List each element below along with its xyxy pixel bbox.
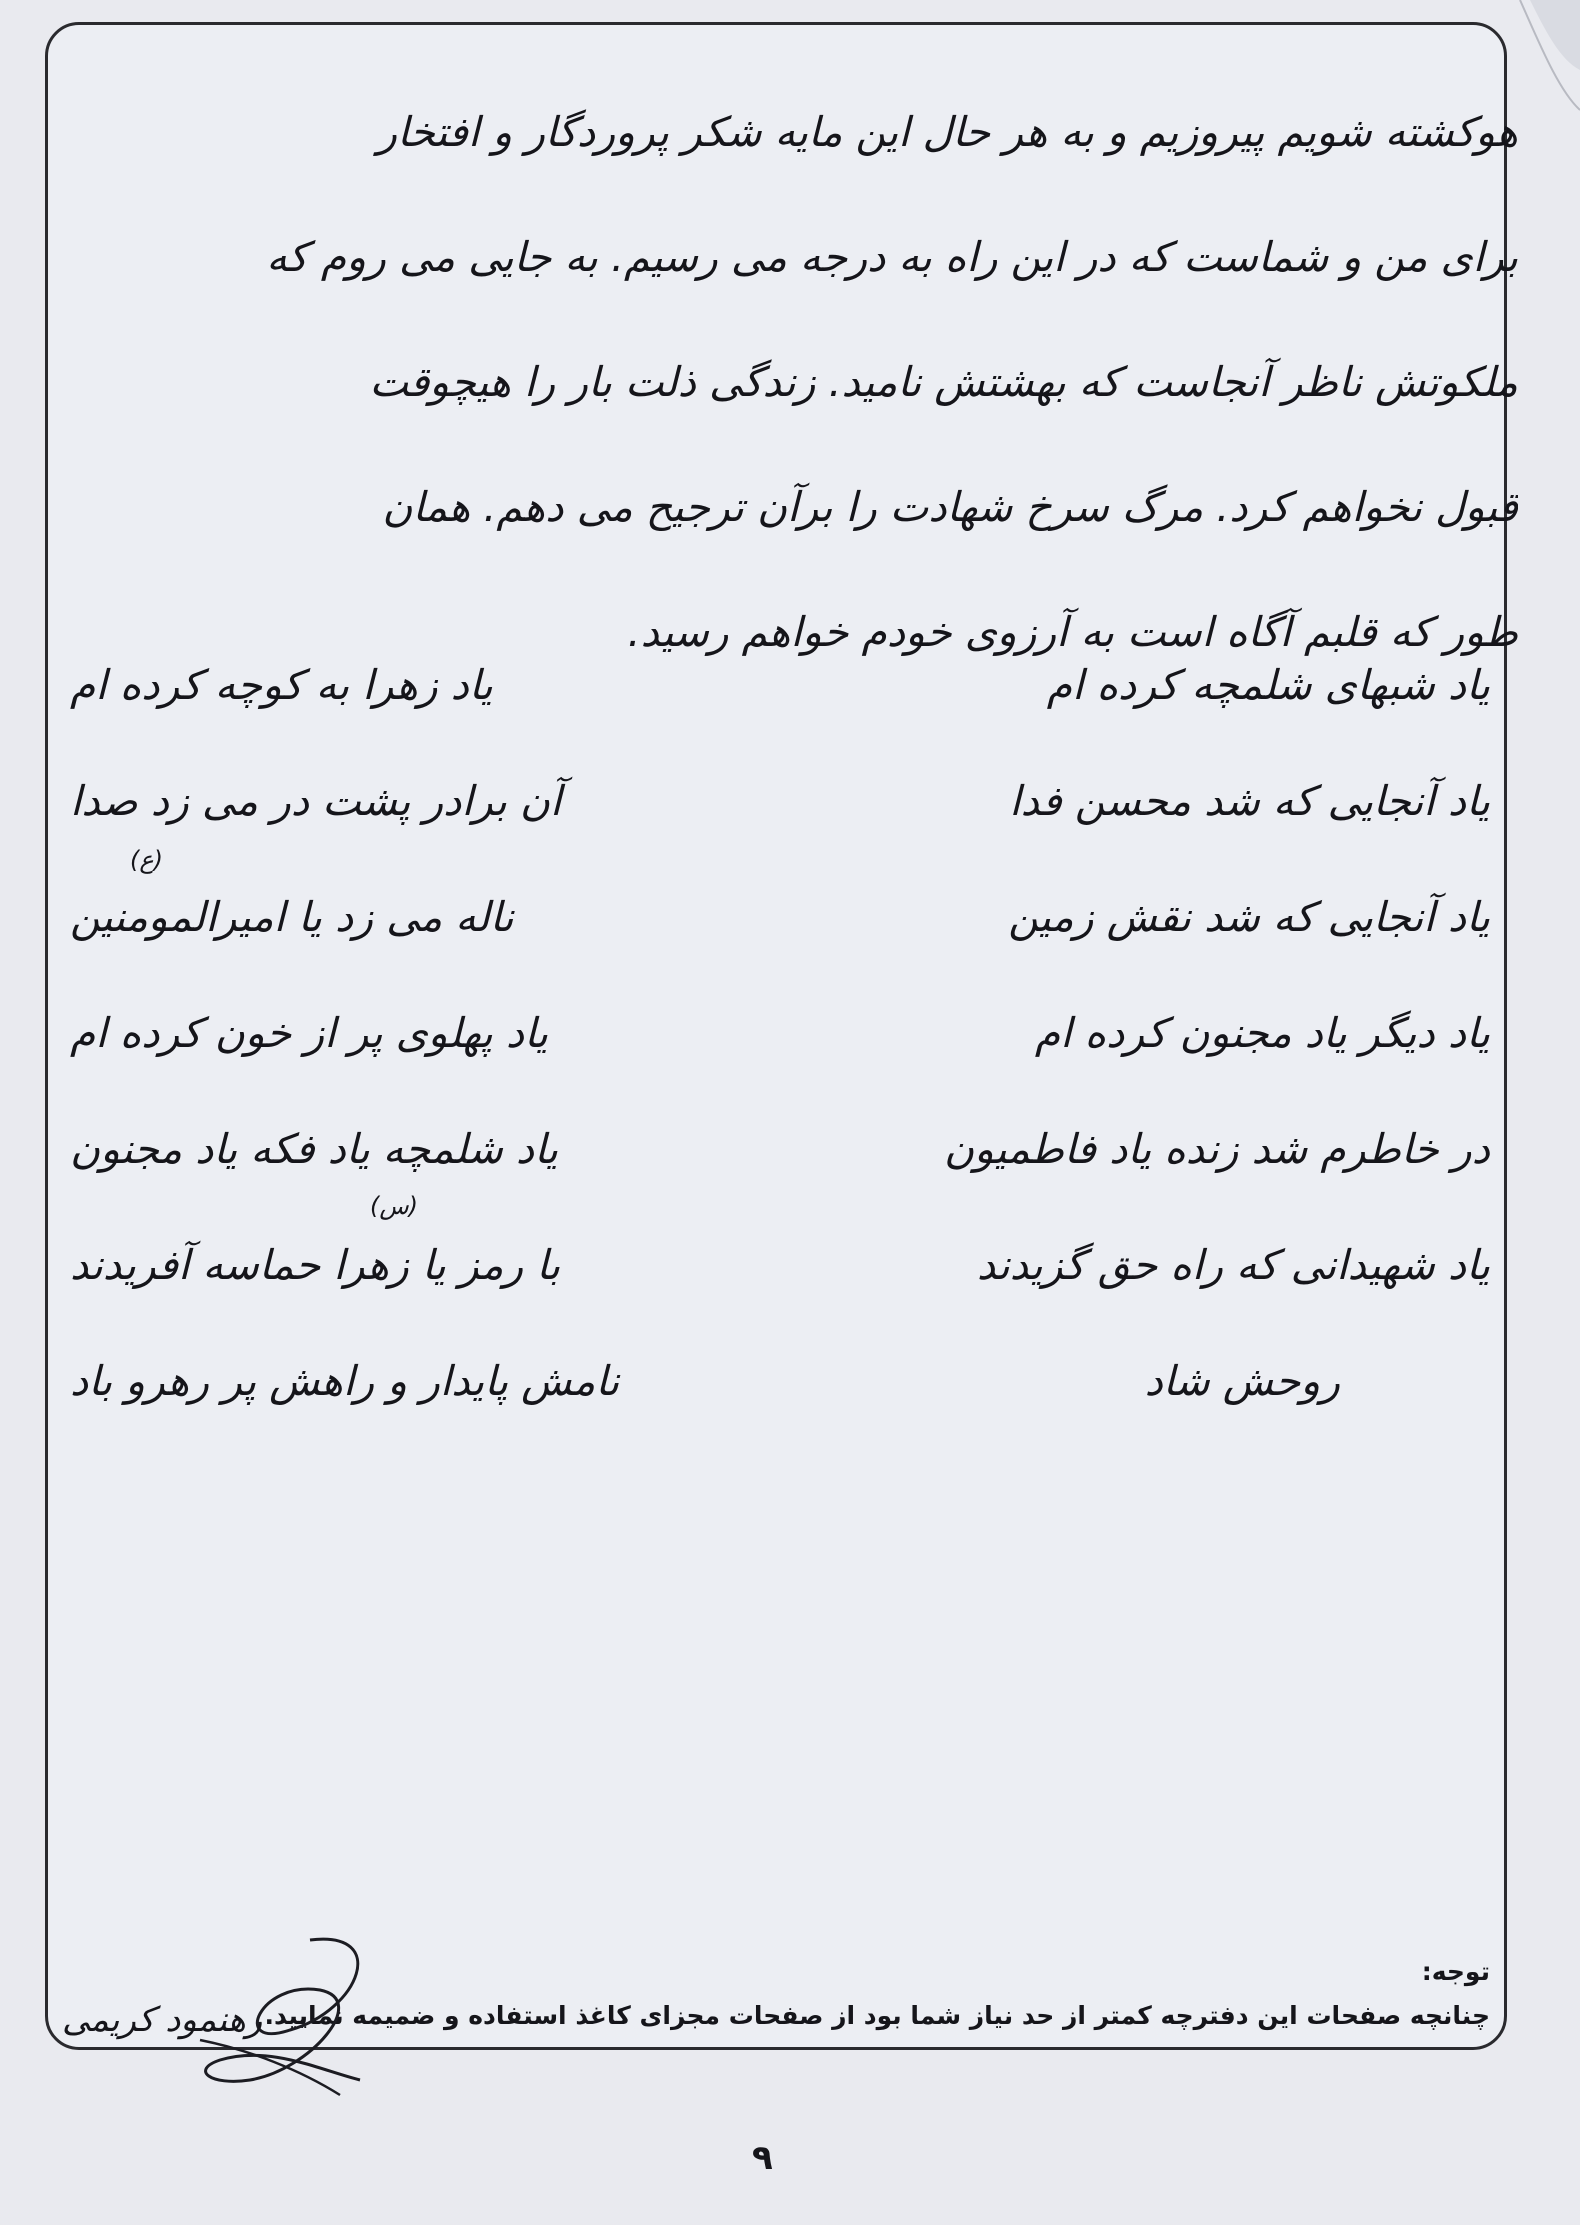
footnote-marker: (ع) <box>130 846 164 874</box>
poem-right-hemistich: یاد آنجایی که شد محسن فدا <box>1009 777 1490 825</box>
poem-bayt <box>70 640 1510 756</box>
poem-right-hemistich: در خاطرم شد زنده یاد فاطمیون <box>943 1125 1490 1173</box>
notice-box <box>265 1950 1490 2038</box>
letter-line: طور که قلبم آگاه است به آرزوی خودم خواهم رسید. <box>627 608 1518 656</box>
poem <box>70 640 1510 1560</box>
poem-bayt <box>70 988 1510 1104</box>
letter-body <box>62 70 1518 695</box>
poem-left-hemistich: ناله می زد یا امیرالمومنین <box>70 893 514 941</box>
poem-right-hemistich: یاد شهیدانی که راه حق گزیدند <box>976 1241 1490 1289</box>
notice-title: توجه: <box>1421 1957 1490 1986</box>
poem-right-hemistich: یاد دیگر یاد مجنون کرده ام <box>1034 1009 1490 1057</box>
poem-right-hemistich: یاد آنجایی که شد نقش زمین <box>1008 893 1490 941</box>
letter-line: ملکوتش ناظر آنجاست که بهشتش نامید. زندگی ذلت بار را هیچوقت <box>369 358 1518 406</box>
poem-left-hemistich: یاد شلمچه یاد فکه یاد مجنون <box>70 1125 559 1173</box>
notice-text: چنانچه صفحات این دفترچه کمتر از حد نیاز شما بود از صفحات مجزای کاغذ استفاده و ضمیمه نمایید. <box>264 2001 1490 2030</box>
poem-right-hemistich: روحش شاد <box>1144 1357 1340 1405</box>
poem-left-hemistich: آن برادر پشت در می زد صدا <box>70 777 562 825</box>
poem-bayt <box>70 846 1510 988</box>
poem-bayt <box>70 1192 1510 1336</box>
letter-line: قبول نخواهم کرد. مرگ سرخ شهادت را برآن ترجیح می دهم. همان <box>382 483 1518 531</box>
poem-left-hemistich: یاد پهلوی پر از خون کرده ام <box>70 1009 549 1057</box>
poem-left-hemistich: یاد زهرا به کوچه کرده ام <box>70 661 493 709</box>
poem-bayt <box>70 1336 1510 1452</box>
page-number: ۹ <box>752 2138 773 2178</box>
signature-name: رهنمود کریمی <box>62 2000 263 2040</box>
poem-bayt <box>70 1104 1510 1220</box>
poem-left-hemistich: نامش پایدار و راهش پر رهرو باد <box>70 1357 620 1405</box>
letter-line: هوکشته شویم پیروزیم و به هر حال این مایه شکر پروردگار و افتخار <box>377 108 1518 156</box>
poem-right-hemistich: یاد شبهای شلمچه کرده ام <box>1046 661 1490 709</box>
footnote-marker: (س) <box>370 1192 419 1220</box>
poem-bayt <box>70 756 1510 872</box>
letter-line: برای من و شماست که در این راه به درجه می رسیم. به جایی می روم که <box>266 233 1518 281</box>
poem-left-hemistich: با رمز یا زهرا حماسه آفریدند <box>70 1241 561 1289</box>
